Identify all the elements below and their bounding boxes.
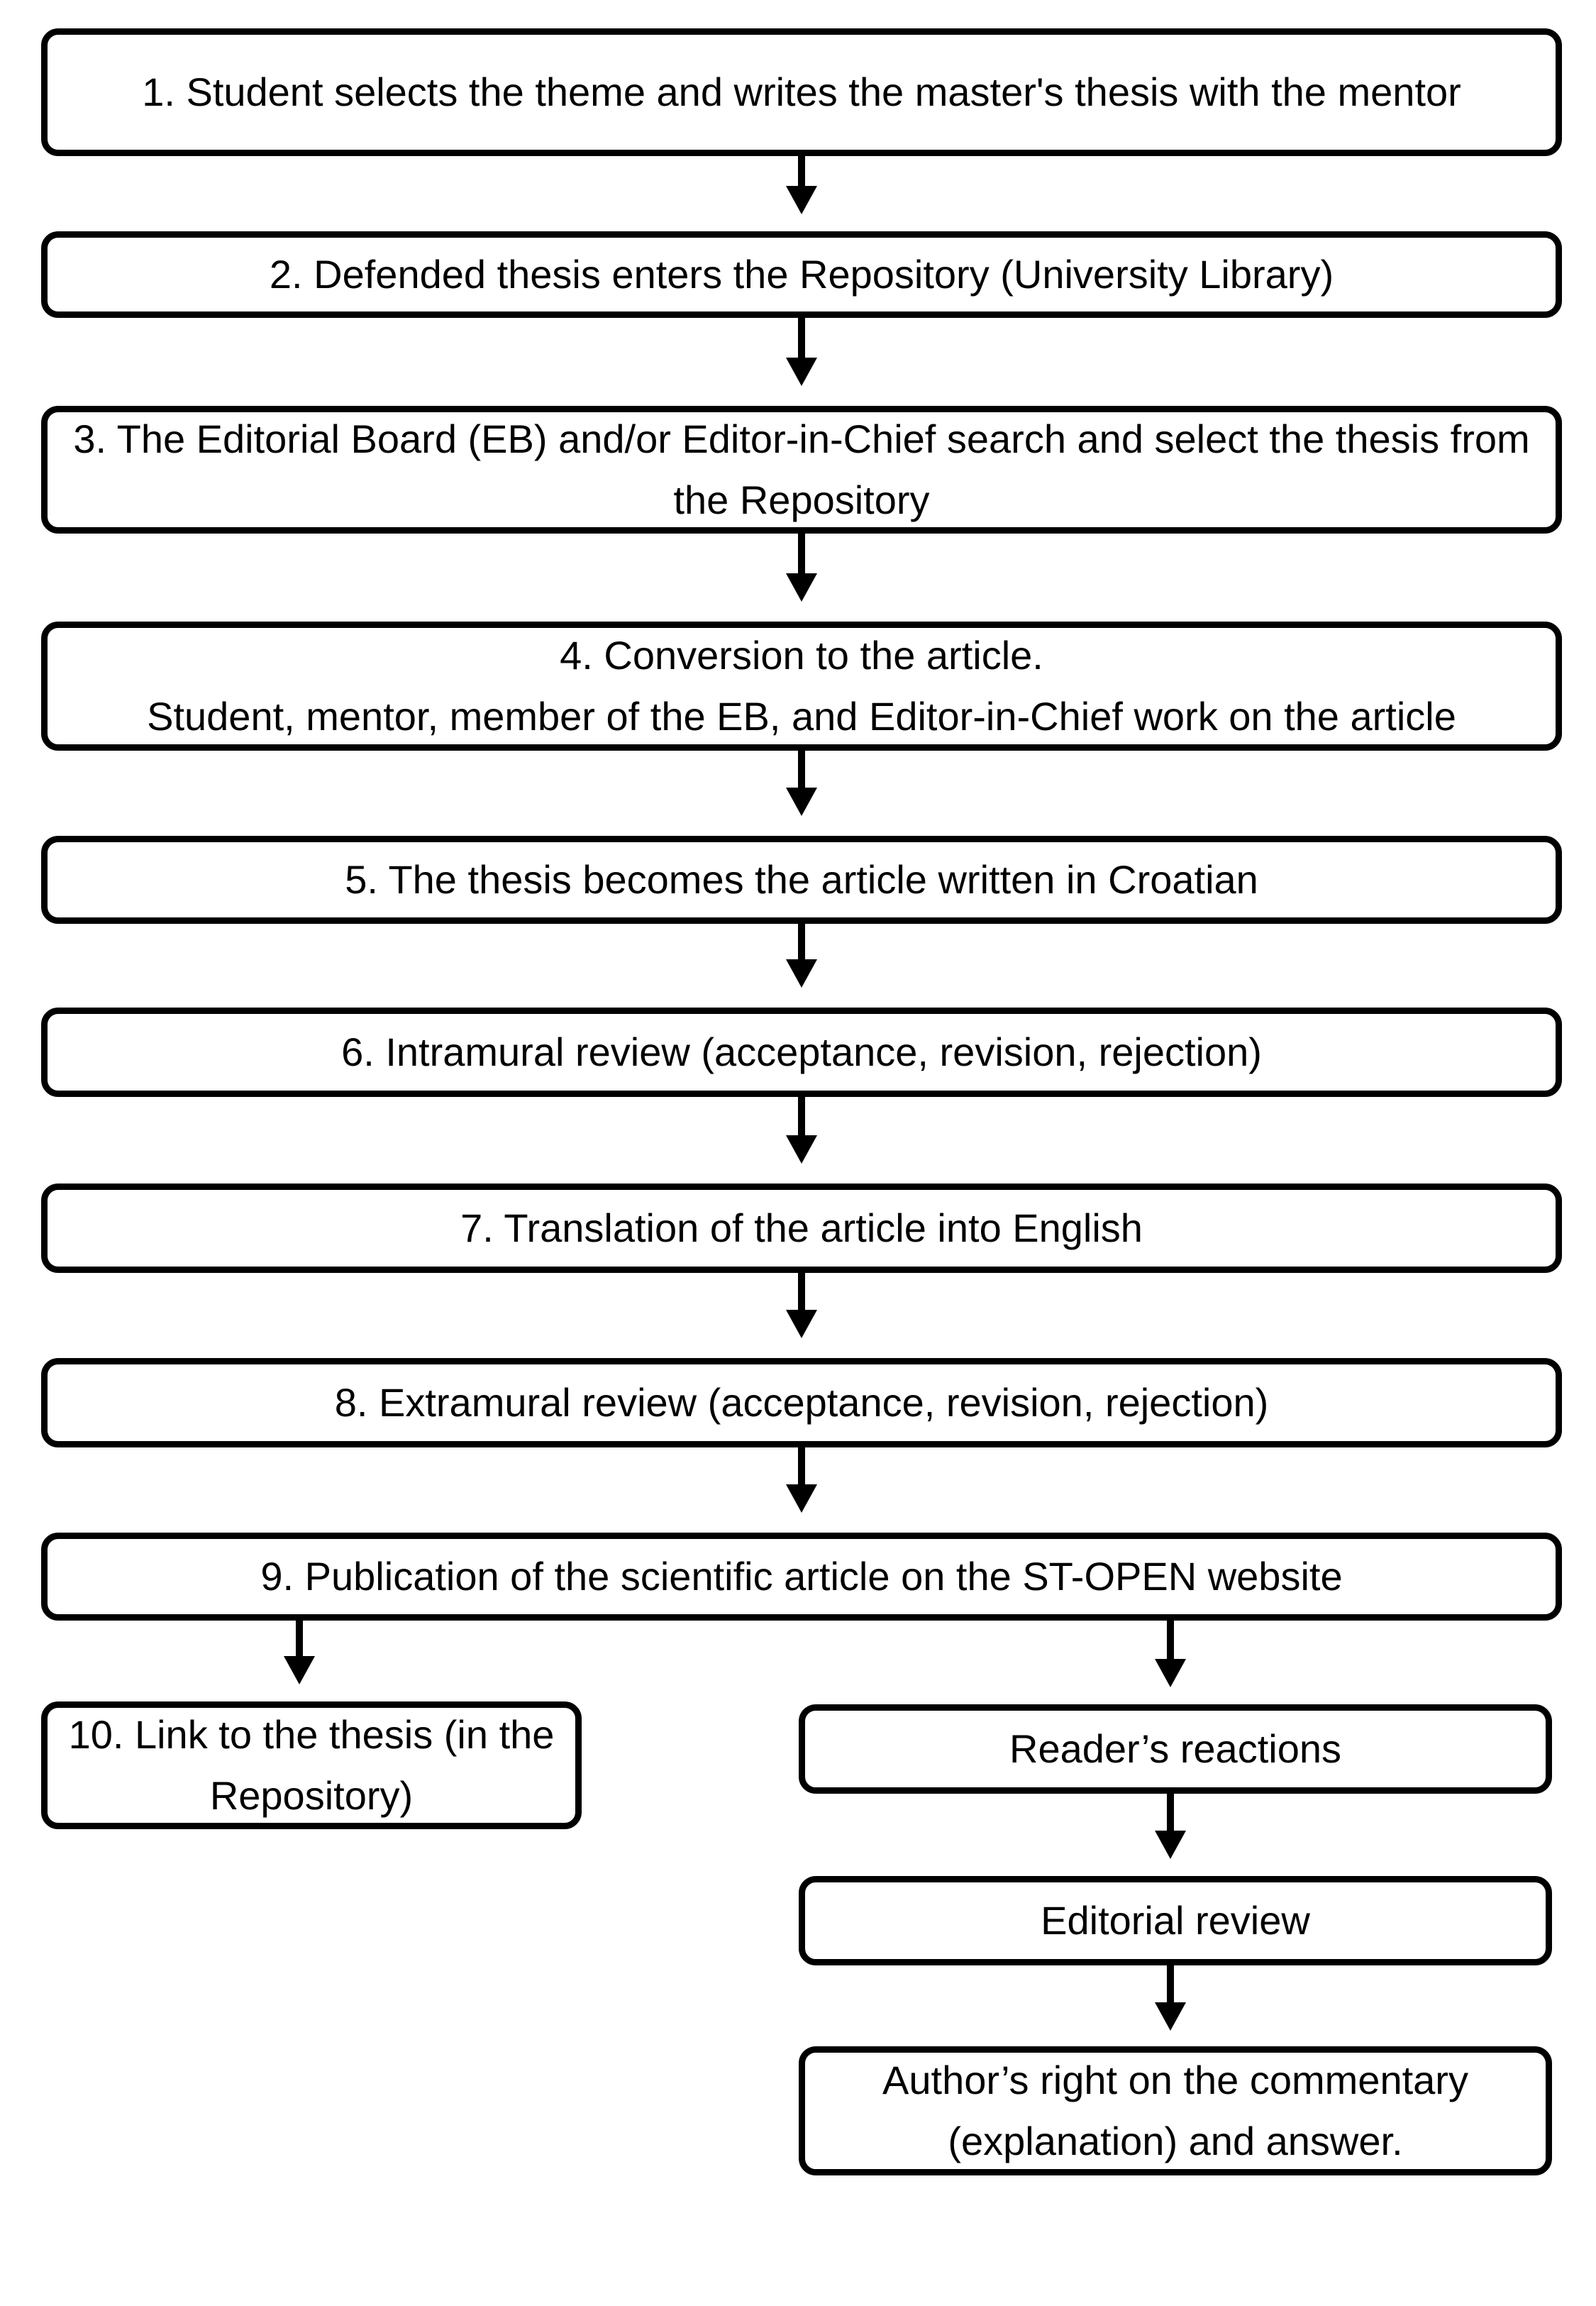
authors-right-text-line1: Author’s right on the commentary: [882, 2058, 1468, 2102]
arrow-6-to-7: [786, 1097, 817, 1164]
arrow-9-to-10: [284, 1621, 315, 1684]
step-5-box: [41, 836, 1562, 924]
step-10-text: 10. Link to the thesis (in the Repository): [68, 1712, 555, 1818]
arrow-9-to-readers: [1155, 1621, 1186, 1687]
arrow-readers-to-editorial: [1155, 1794, 1186, 1859]
step-9-text: 9. Publication of the scientific article on the ST-OPEN website: [260, 1554, 1343, 1599]
step-8-box: [41, 1358, 1562, 1447]
step-9-box: [41, 1533, 1562, 1621]
step-6-text: 6. Intramural review (acceptance, revision, rejection): [341, 1030, 1262, 1074]
arrow-4-to-5: [786, 751, 817, 816]
arrow-1-to-2: [786, 156, 817, 214]
arrow-7-to-8: [786, 1273, 817, 1338]
step-5-text: 5. The thesis becomes the article written in Croatian: [345, 857, 1258, 902]
readers-reactions-box: [799, 1704, 1552, 1794]
arrow-5-to-6: [786, 924, 817, 988]
step-1-text: 1. Student selects the theme and writes the master's thesis with the mentor: [142, 70, 1461, 114]
arrow-8-to-9: [786, 1447, 817, 1513]
step-4-box: [41, 622, 1562, 751]
arrow-editorial-to-author: [1155, 1965, 1186, 2031]
step-3-text: 3. The Editorial Board (EB) and/or Editor-in-Chief search and select the thesis from the Repository: [73, 416, 1530, 522]
editorial-review-text: Editorial review: [1041, 1898, 1310, 1943]
arrow-2-to-3: [786, 318, 817, 386]
readers-reactions-text: Reader’s reactions: [1009, 1726, 1341, 1771]
step-7-text: 7. Translation of the article into English: [460, 1206, 1143, 1250]
arrow-3-to-4: [786, 534, 817, 602]
step-1-box: [41, 28, 1562, 156]
step-3-box: [41, 406, 1562, 534]
step-2-text: 2. Defended thesis enters the Repository (University Library): [269, 252, 1334, 297]
editorial-review-box: [799, 1876, 1552, 1965]
authors-right-text-line2: (explanation) and answer.: [948, 2119, 1403, 2163]
step-6-box: [41, 1008, 1562, 1097]
step-10-box: [41, 1701, 582, 1829]
step-4-text-line2: Student, mentor, member of the EB, and Editor-in-Chief work on the article: [147, 694, 1456, 739]
step-8-text: 8. Extramural review (acceptance, revision, rejection): [334, 1380, 1269, 1425]
step-4-text-line1: 4. Conversion to the article.: [560, 633, 1043, 678]
authors-right-box: [799, 2046, 1552, 2175]
step-2-box: [41, 231, 1562, 318]
step-7-box: [41, 1184, 1562, 1273]
